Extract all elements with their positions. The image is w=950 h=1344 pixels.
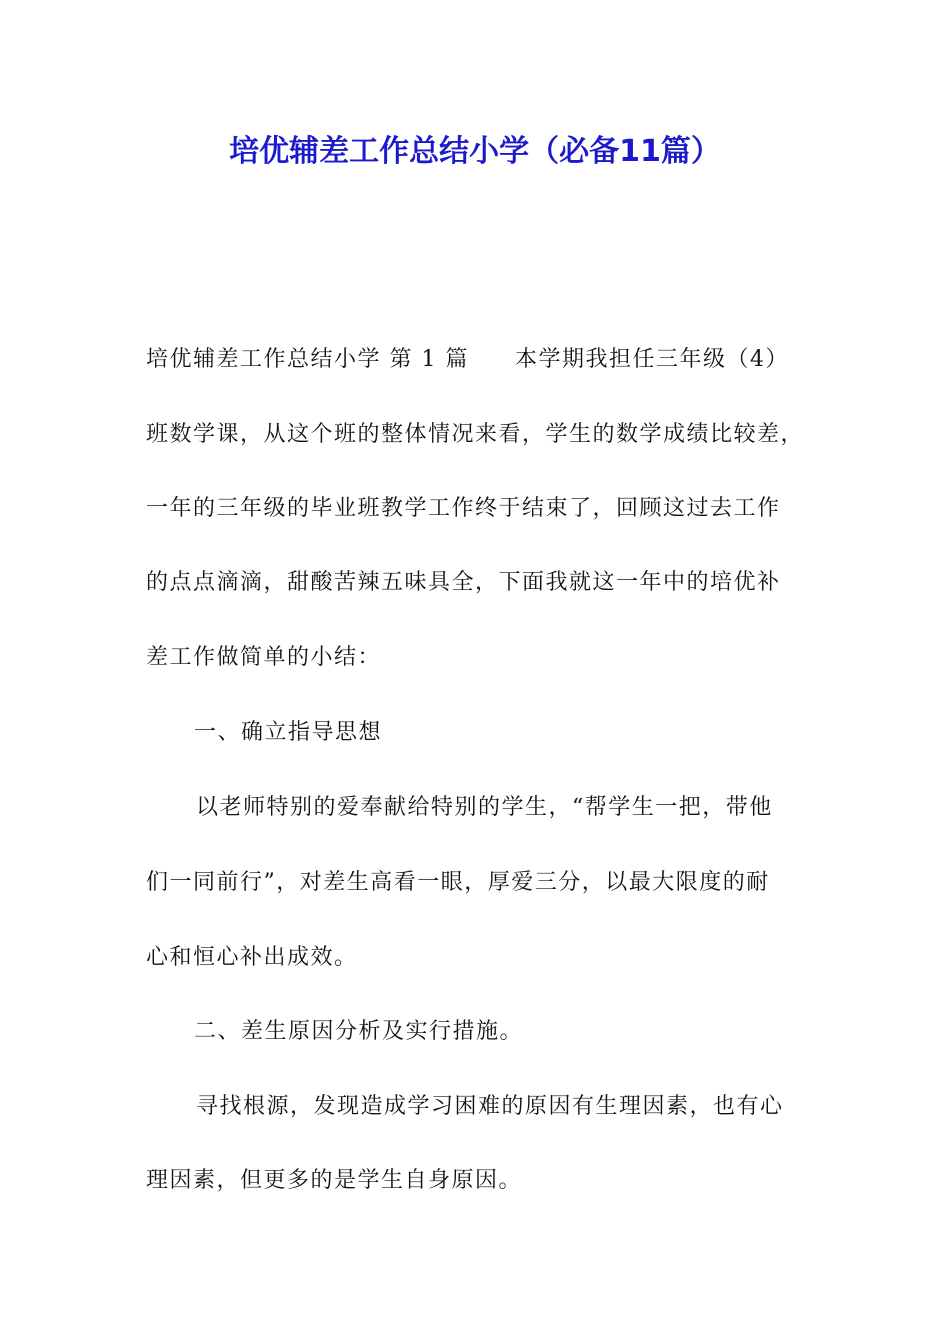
section-heading-1: 一、确立指导思想 <box>194 720 383 745</box>
paragraph-line-1 <box>146 345 789 375</box>
paragraph-line-6: 以老师特别的爱奉献给特别的学生，“帮学生一把，带他 <box>196 795 773 820</box>
section-heading: 培优辅差工作总结小学 第 1 篇 <box>146 347 469 372</box>
section-heading-2: 二、差生原因分析及实行措施。 <box>194 1019 524 1044</box>
paragraph-line-10: 理因素，但更多的是学生自身原因。 <box>146 1168 523 1193</box>
paragraph-line-7: 们一同前行”，对差生高看一眼，厚爱三分，以最大限度的耐 <box>146 870 770 895</box>
paragraph-line-2: 班数学课，从这个班的整体情况来看，学生的数学成绩比较差， <box>146 422 805 447</box>
paragraph-line-5: 差工作做简单的小结： <box>146 645 382 670</box>
paragraph-line-9: 寻找根源，发现造成学习困难的原因有生理因素，也有心 <box>196 1094 784 1119</box>
paragraph-line-4: 的点点滴滴，甜酸苦辣五味具全，下面我就这一年中的培优补 <box>146 570 781 595</box>
line-text: 本学期我担任三年级（4） <box>514 347 789 372</box>
document-title: 培优辅差工作总结小学（必备11篇） <box>229 134 721 169</box>
paragraph-line-3: 一年的三年级的毕业班教学工作终于结束了，回顾这过去工作 <box>146 496 781 521</box>
paragraph-line-8: 心和恒心补出成效。 <box>146 945 358 970</box>
